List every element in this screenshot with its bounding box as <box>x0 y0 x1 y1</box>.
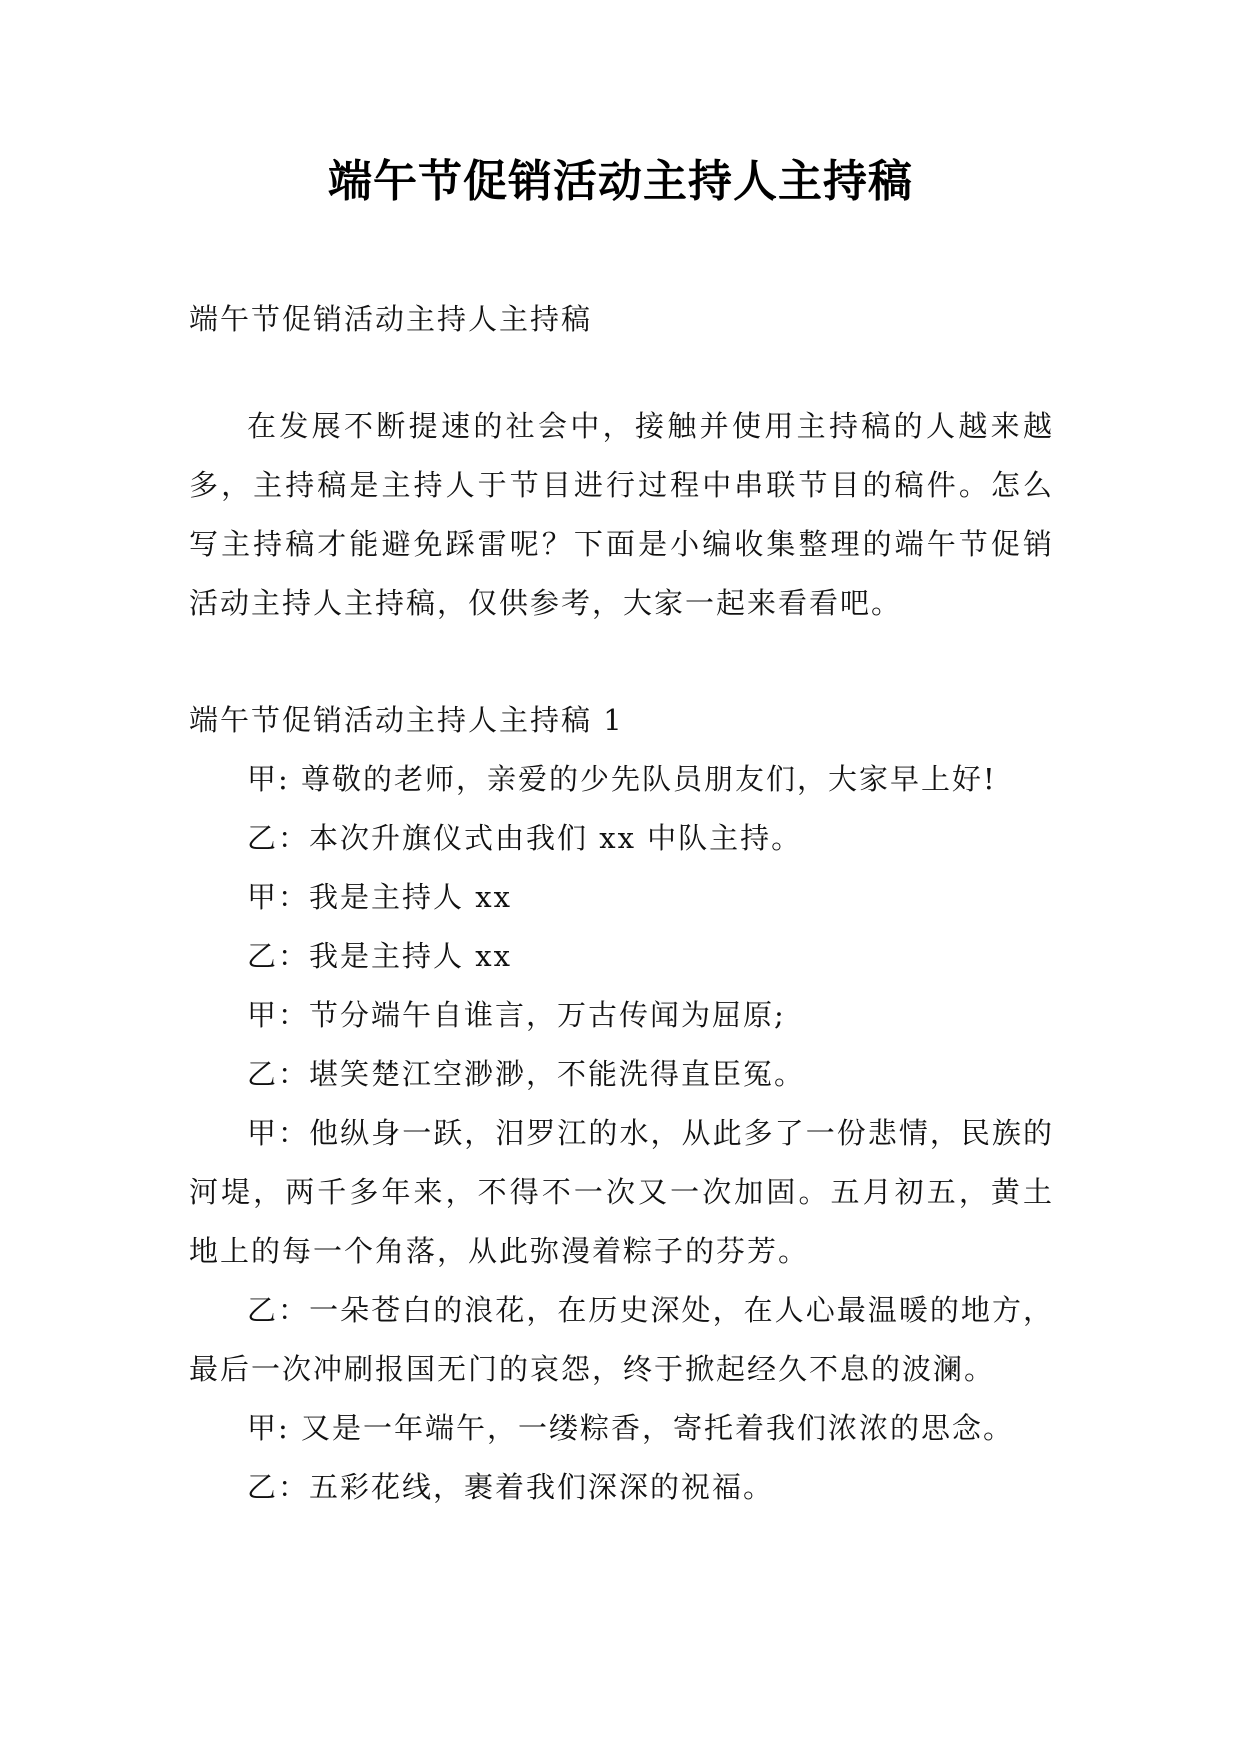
dialog-line: 甲: 又是一年端午，一缕粽香，寄托着我们浓浓的思念。 <box>247 1411 1014 1445</box>
dialog-line: 乙：本次升旗仪式由我们 xx 中队主持。 <box>247 821 803 855</box>
dialog-line: 乙：一朵苍白的浪花，在历史深处，在人心最温暖的地方，最后一次冲刷报国无门的哀怨，终于掀起经久不息的波澜。 <box>189 1293 1054 1386</box>
section-heading: 端午节促销活动主持人主持稿 1 <box>189 703 624 737</box>
document-subtitle: 端午节促销活动主持人主持稿 <box>189 302 593 336</box>
dialog-line: 乙：堪笑楚江空渺渺，不能洗得直臣冤。 <box>247 1057 806 1091</box>
document-body <box>189 290 1054 1517</box>
dialog-line: 乙：我是主持人 xx <box>247 939 512 973</box>
dialog-line: 甲: 尊敬的老师，亲爱的少先队员朋友们，大家早上好! <box>247 762 997 796</box>
dialog-line: 甲：我是主持人 xx <box>247 880 512 914</box>
dialog-line: 甲：节分端午自谁言，万古传闻为屈原; <box>247 998 786 1032</box>
intro-paragraph: 在发展不断提速的社会中，接触并使用主持稿的人越来越多，主持稿是主持人于节目进行过程中串联节目的稿件。怎么写主持稿才能避免踩雷呢？下面是小编收集整理的端午节促销活动主持人主持稿，仅供参考，大家一起来看看吧。 <box>189 409 1054 620</box>
document-title: 端午节促销活动主持人主持稿 <box>328 156 913 207</box>
dialog-line: 乙：五彩花线，裹着我们深深的祝福。 <box>247 1470 775 1504</box>
dialog-line: 甲：他纵身一跃，汨罗江的水，从此多了一份悲情，民族的河堤，两千多年来，不得不一次又一次加固。五月初五，黄土地上的每一个角落，从此弥漫着粽子的芬芳。 <box>189 1116 1054 1268</box>
